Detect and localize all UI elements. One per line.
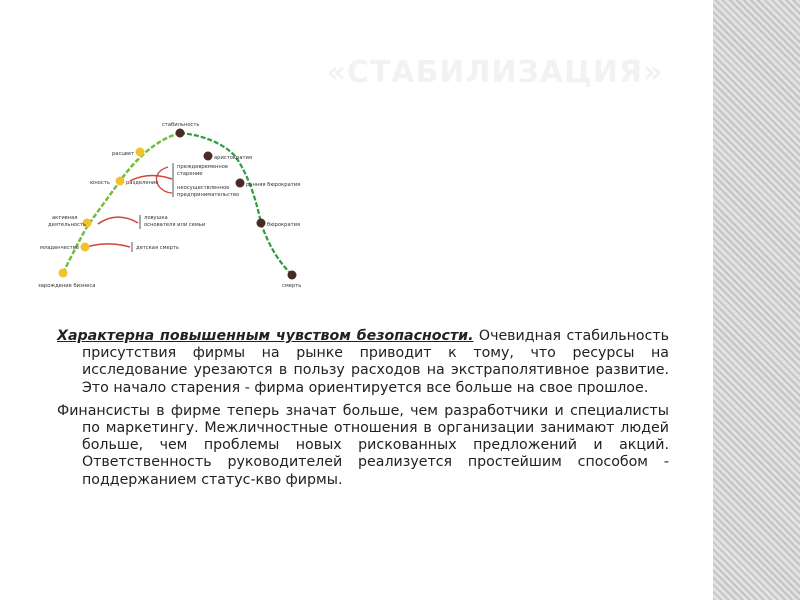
paragraph-1-rest: Очевидная стабильность присутствия фирмы на рынке приводит к тому, что ресурсы на исследование урезаются в пользу расходов на экстраполятивное развитие. Это начало старения - фирма ориентируется все больше на свое прошлое. <box>82 328 669 396</box>
label-infancy: младенчество <box>40 245 79 251</box>
body-text <box>57 328 669 495</box>
label-aging-line2: старение <box>177 171 203 177</box>
stage-dot-stable <box>176 129 185 138</box>
trap-bracket-infant-death <box>87 242 132 252</box>
decorative-side-strip <box>713 0 800 600</box>
label-growth-divider: разделение <box>126 180 159 186</box>
label-infant-death: детская смерть <box>136 245 180 251</box>
stage-dot-adolescence <box>116 177 125 186</box>
label-stable: стабильность <box>162 122 200 128</box>
label-founder-line1: ловушка <box>144 215 168 221</box>
paragraph-1 <box>57 328 669 397</box>
label-unrealized-line1: неосуществленное <box>177 185 230 191</box>
label-bureaucracy: бюрократия <box>267 222 301 228</box>
stage-dot-death <box>288 271 297 280</box>
label-founder-line2: основателя или семьи <box>144 222 206 228</box>
label-adolescence: юность <box>90 180 110 186</box>
stage-dot-early-bureaucracy <box>236 179 245 188</box>
label-goto-line2: деятельность <box>48 222 86 228</box>
stage-dot-prime <box>136 148 145 157</box>
label-prime: расцвет <box>112 151 135 157</box>
label-aristocracy: аристократия <box>214 155 253 161</box>
label-birth: зарождение бизнеса <box>38 283 96 289</box>
label-unrealized-line2: предпринимательство <box>177 192 240 198</box>
stage-dot-aristocracy <box>204 152 213 161</box>
paragraph-2: Финансисты в фирме теперь значат больше, чем разработчики и специалисты по маркетингу. Межличностные отношения в организации занимают людей больше, чем проблемы новых рискованных предложений и акций. Ответственность руководителей реализуется простейшим способом - поддержанием статус-кво фирмы. <box>57 402 669 488</box>
label-death: смерть <box>282 283 302 289</box>
trap-bracket-founder <box>98 215 140 229</box>
stage-dot-bureaucracy <box>257 219 266 228</box>
label-aging-line1: преждевременное <box>177 164 229 170</box>
lifecycle-diagram <box>30 115 320 295</box>
stage-dot-birth <box>59 269 68 278</box>
slide-title: «СТАБИЛИЗАЦИЯ» <box>326 55 664 90</box>
paragraph-1-lead: Характерна повышенным чувством безопасности. <box>57 328 474 344</box>
label-early-bureaucracy: ранняя бюрократия <box>246 182 301 188</box>
stage-dot-infancy <box>81 243 90 252</box>
label-goto-line1: активная <box>52 215 78 221</box>
